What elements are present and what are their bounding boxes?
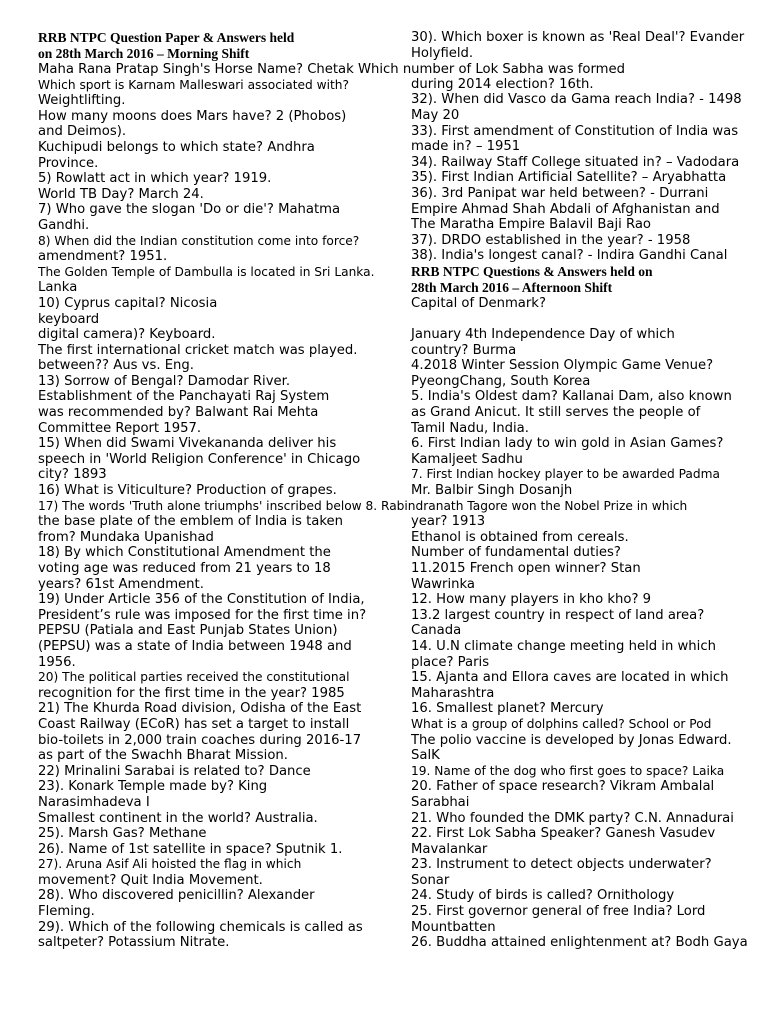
question-line: Coast Railway (ECoR) has set a target to install: [38, 716, 350, 732]
question-line: 6. First Indian lady to win gold in Asian Games?: [411, 436, 724, 452]
question-line: PEPSU (Patiala and East Punjab States Union): [38, 623, 338, 639]
question-line: recognition for the first time in the year? 1985: [38, 685, 345, 701]
question-line: Mr. Balbir Singh Dosanjh: [411, 483, 573, 499]
question-line: Mountbatten: [411, 919, 496, 935]
question-line: 20) The political parties received the constitutional: [38, 670, 350, 685]
question-line: 33). First amendment of Constitution of India was: [411, 123, 739, 139]
question-line: country? Burma: [411, 342, 517, 358]
question-line: Fleming.: [38, 904, 95, 920]
question-line: Wawrinka: [411, 576, 475, 592]
question-line: year? 1913: [411, 514, 486, 530]
question-line: [411, 61, 768, 77]
question-line: 22) Mrinalini Sarabai is related to? Dance: [38, 763, 311, 779]
question-line: 1956.: [38, 654, 76, 670]
question-line: from? Mundaka Upanishad: [38, 529, 214, 545]
question-line: 34). Railway Staff College situated in? – Vadodara: [411, 154, 740, 170]
question-line: 4.2018 Winter Session Olympic Game Venue?: [411, 358, 714, 374]
question-line: Tamil Nadu, India.: [411, 420, 529, 436]
question-line: Establishment of the Panchayati Raj System: [38, 389, 330, 405]
question-line: Committee Report 1957.: [38, 420, 202, 436]
question-line: (PEPSU) was a state of India between 1948 and: [38, 638, 352, 654]
question-line: Which sport is Karnam Malleswari associated with?: [38, 77, 349, 92]
question-line: 32). When did Vasco da Gama reach India? - 1498: [411, 92, 742, 108]
question-line: Mavalankar: [411, 841, 488, 857]
question-line: How many moons does Mars have? 2 (Phobos): [38, 108, 347, 124]
question-line: 29). Which of the following chemicals is called as: [38, 919, 363, 935]
question-line: What is a group of dolphins called? School or Pod: [411, 716, 712, 731]
question-line: Province.: [38, 155, 99, 171]
question-line: World TB Day? March 24.: [38, 186, 204, 202]
question-line: years? 61st Amendment.: [38, 576, 204, 592]
question-line: 23). Konark Temple made by? King: [38, 779, 268, 795]
right-column: [411, 30, 768, 951]
question-line: 11.2015 French open winner? Stan: [411, 561, 641, 576]
question-line: [411, 312, 768, 328]
question-line: Gandhi.: [38, 217, 90, 233]
question-line: 15) When did Swami Vivekananda deliver his: [38, 436, 337, 452]
question-line: 23. Instrument to detect objects underwater?: [411, 857, 712, 873]
question-line: Smallest continent in the world? Australia.: [38, 810, 318, 826]
question-line: saltpeter? Potassium Nitrate.: [38, 935, 230, 951]
question-line: Maha Rana Pratap Singh's Horse Name? Chetak Which number of Lok Sabha was formed: [38, 62, 626, 77]
question-line: Ethanol is obtained from cereals.: [411, 529, 629, 545]
question-line: 12. How many players in kho kho? 9: [411, 592, 652, 608]
question-line: 7. First Indian hockey player to be awarded Padma: [411, 467, 720, 482]
question-line: 30). Which boxer is known as 'Real Deal'? Evander: [411, 30, 745, 45]
question-line: and Deimos).: [38, 124, 127, 140]
question-line: the base plate of the emblem of India is taken: [38, 514, 344, 530]
question-line: Narasimhadeva I: [38, 794, 150, 810]
question-line: was recommended by? Balwant Rai Mehta: [38, 405, 319, 421]
question-line: The Golden Temple of Dambulla is located in Sri Lanka.: [38, 264, 375, 279]
question-line: movement? Quit India Movement.: [38, 872, 263, 888]
question-line: 26). Name of 1st satellite in space? Sputnik 1.: [38, 841, 343, 857]
question-line: 14. U.N climate change meeting held in which: [411, 638, 716, 654]
question-line: 28). Who discovered penicillin? Alexander: [38, 888, 315, 904]
question-line: 38). India's longest canal? - Indira Gandhi Canal: [411, 248, 728, 264]
question-line: 22. First Lok Sabha Speaker? Ganesh Vasudev: [411, 826, 716, 842]
question-line: 19. Name of the dog who first goes to space? Laika: [411, 763, 725, 778]
question-line: 5. India's Oldest dam? Kallanai Dam, also known: [411, 389, 732, 405]
question-line: 17) The words 'Truth alone triumphs' inscribed below 8. Rabindranath Tagore won the Nobel Prize in which: [38, 498, 688, 513]
question-line: PyeongChang, South Korea: [411, 373, 591, 389]
question-line: Sonar: [411, 872, 450, 888]
question-line: The Maratha Empire Balavil Baji Rao: [411, 217, 652, 233]
question-line: Kuchipudi belongs to which state? Andhra: [38, 139, 315, 155]
question-line: SalK: [411, 748, 440, 764]
question-line: 21. Who founded the DMK party? C.N. Annadurai: [411, 810, 734, 826]
right-bottom-question-list: [411, 296, 768, 951]
question-line: bio-toilets in 2,000 train coaches during 2016-17: [38, 732, 362, 748]
question-line: 10) Cyprus capital? Nicosia: [38, 295, 218, 311]
question-line: 16) What is Viticulture? Production of grapes.: [38, 483, 337, 499]
question-line: between?? Aus vs. Eng.: [38, 358, 194, 374]
question-line: 20. Father of space research? Vikram Ambalal: [411, 779, 715, 795]
question-line: keyboard: [38, 311, 100, 327]
question-line: Lanka: [38, 280, 78, 296]
question-line: Capital of Denmark?: [411, 295, 546, 311]
question-line: 36). 3rd Panipat war held between? - Durrani: [411, 185, 709, 201]
question-line: 35). First Indian Artificial Satellite? – Aryabhatta: [411, 170, 727, 186]
question-line: as part of the Swachh Bharat Mission.: [38, 748, 288, 764]
question-line: 13) Sorrow of Bengal? Damodar River.: [38, 373, 291, 389]
question-line: 25). Marsh Gas? Methane: [38, 826, 207, 842]
question-line: 25. First governor general of free India? Lord: [411, 904, 706, 920]
question-line: Sarabhai: [411, 794, 470, 810]
question-line: voting age was reduced from 21 years to 18: [38, 561, 331, 576]
question-line: amendment? 1951.: [38, 249, 168, 265]
question-line: The first international cricket match was played.: [38, 342, 358, 358]
question-line: Weightlifting.: [38, 93, 126, 109]
question-line: city? 1893: [38, 467, 107, 483]
question-line: 21) The Khurda Road division, Odisha of the East: [38, 701, 362, 717]
question-line: 13.2 largest country in respect of land area?: [411, 607, 705, 623]
question-line: during 2014 election? 16th.: [411, 76, 594, 92]
question-line: Kamaljeet Sadhu: [411, 451, 523, 467]
question-line: 27). Aruna Asif Ali hoisted the flag in which: [38, 857, 302, 872]
question-line: 15. Ajanta and Ellora caves are located in which: [411, 670, 729, 686]
question-line: January 4th Independence Day of which: [411, 327, 675, 343]
question-line: 26. Buddha attained enlightenment at? Bodh Gaya: [411, 935, 748, 951]
question-line: President’s rule was imposed for the first time in?: [38, 607, 367, 623]
question-line: 24. Study of birds is called? Ornithology: [411, 888, 675, 904]
morning-shift-heading: RRB NTPC Question Paper & Answers held on 28th March 2016 – Morning Shift: [38, 30, 295, 61]
question-line: made in? – 1951: [411, 139, 521, 155]
question-line: 16. Smallest planet? Mercury: [411, 701, 604, 717]
question-line: 8) When did the Indian constitution come into force?: [38, 233, 360, 248]
afternoon-shift-heading: RRB NTPC Questions & Answers held on 28th March 2016 – Afternoon Shift: [411, 263, 653, 295]
question-line: Holyfield.: [411, 45, 474, 61]
question-line: as Grand Anicut. It still serves the people of: [411, 405, 701, 421]
question-line: 5) Rowlatt act in which year? 1919.: [38, 171, 272, 187]
question-line: May 20: [411, 107, 460, 123]
question-line: 19) Under Article 356 of the Constitution of India,: [38, 592, 365, 608]
question-line: Empire Ahmad Shah Abdali of Afghanistan and: [411, 201, 720, 217]
question-line: digital camera)? Keyboard.: [38, 327, 216, 343]
question-line: Number of fundamental duties?: [411, 545, 621, 561]
question-line: [411, 499, 768, 515]
question-line: 37). DRDO established in the year? - 1958: [411, 232, 691, 248]
question-line: 7) Who gave the slogan 'Do or die'? Mahatma: [38, 202, 341, 218]
question-line: Canada: [411, 623, 462, 639]
question-line: place? Paris: [411, 654, 490, 670]
right-top-question-list: [411, 30, 768, 264]
question-line: Maharashtra: [411, 685, 495, 701]
question-line: 18) By which Constitutional Amendment the: [38, 545, 331, 561]
question-line: speech in 'World Religion Conference' in Chicago: [38, 451, 361, 467]
question-line: The polio vaccine is developed by Jonas Edward.: [411, 732, 732, 748]
